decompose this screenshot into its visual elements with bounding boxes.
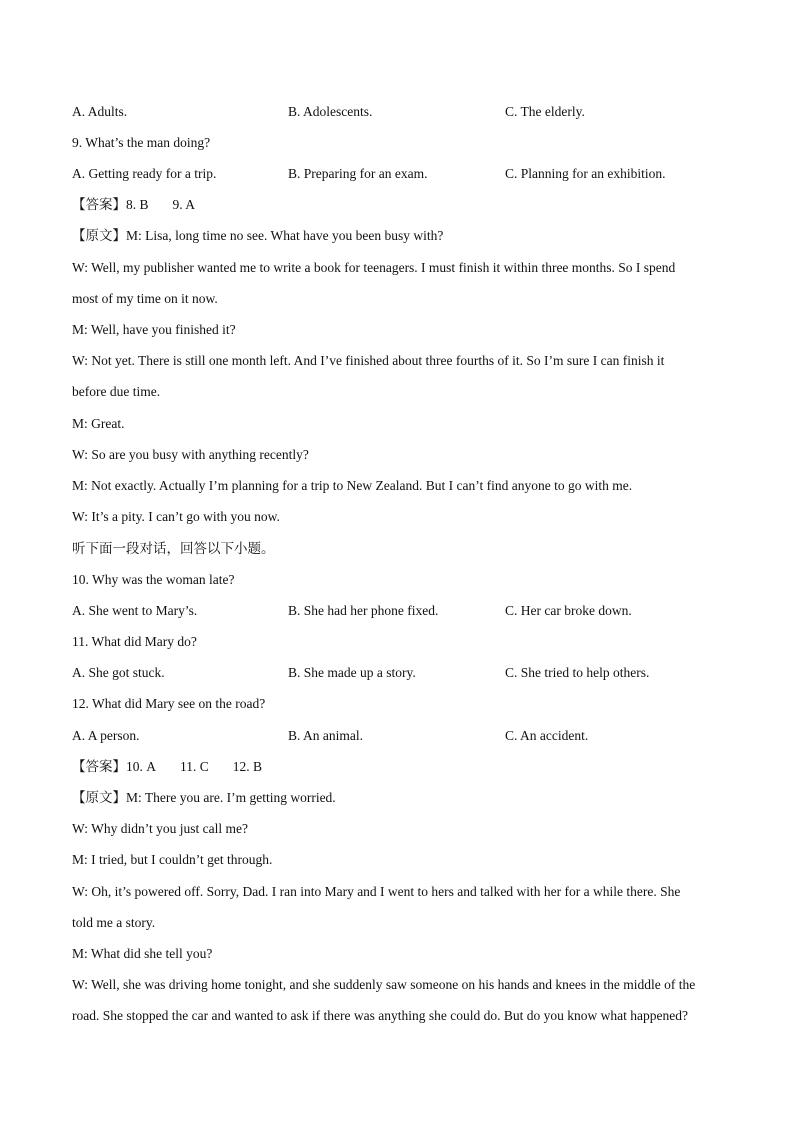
q9-question: 9. What’s the man doing? xyxy=(72,135,211,150)
transcript-1-line-6: M: Great. xyxy=(72,416,125,431)
transcript-1-line-0 xyxy=(72,228,443,244)
section-intro: 听下面一段对话，回答以下小题。 xyxy=(72,541,275,557)
q8-option-c: C. The elderly. xyxy=(505,104,585,119)
q9-options xyxy=(0,166,794,182)
q10-question: 10. Why was the woman late? xyxy=(72,572,235,587)
transcript-tag: 【原文】 xyxy=(72,790,126,806)
q9-option-a: A. Getting ready for a trip. xyxy=(72,166,217,181)
transcript-tag: 【原文】 xyxy=(72,228,126,244)
transcript-1-line-9: W: It’s a pity. I can’t go with you now. xyxy=(72,509,280,524)
transcript-text: M: There you are. I’m getting worried. xyxy=(126,790,336,805)
q9-option-b: B. Preparing for an exam. xyxy=(288,166,428,181)
transcript-text: M: Lisa, long time no see. What have you been busy with? xyxy=(126,228,444,243)
q11-option-a: A. She got stuck. xyxy=(72,665,165,680)
transcript-2-line-2: M: I tried, but I couldn’t get through. xyxy=(72,852,273,867)
q8-option-b: B. Adolescents. xyxy=(288,104,373,119)
transcript-1-line-4: W: Not yet. There is still one month left. And I’ve finished about three fourths of it. So I’m sure I can finish it xyxy=(72,353,665,368)
answer-tag: 【答案】 xyxy=(72,759,126,775)
q11-question: 11. What did Mary do? xyxy=(72,634,197,649)
q11-options xyxy=(0,665,794,681)
transcript-2-line-3: W: Oh, it’s powered off. Sorry, Dad. I ran into Mary and I went to hers and talked with her for a while there. She xyxy=(72,884,681,899)
answer-line-2 xyxy=(72,759,262,775)
q10-options xyxy=(0,603,794,619)
transcript-2-line-7: road. She stopped the car and wanted to ask if there was anything she could do. But do you know what happened? xyxy=(72,1008,688,1023)
answer-tag: 【答案】 xyxy=(72,197,126,213)
q8-option-a: A. Adults. xyxy=(72,104,128,119)
transcript-2-line-1: W: Why didn’t you just call me? xyxy=(72,821,248,836)
q12-question: 12. What did Mary see on the road? xyxy=(72,696,266,711)
transcript-2-line-6: W: Well, she was driving home tonight, and she suddenly saw someone on his hands and knees in the middle of the xyxy=(72,977,696,992)
q10-option-c: C. Her car broke down. xyxy=(505,603,632,618)
answer-8: 8. B xyxy=(126,197,149,212)
transcript-1-line-5: before due time. xyxy=(72,384,161,399)
answer-11: 11. C xyxy=(180,759,209,774)
q12-option-a: A. A person. xyxy=(72,728,140,743)
transcript-1-line-1: W: Well, my publisher wanted me to write a book for teenagers. I must finish it within three months. So I spend xyxy=(72,260,676,275)
answer-10: 10. A xyxy=(126,759,156,774)
q11-option-b: B. She made up a story. xyxy=(288,665,416,680)
q12-option-b: B. An animal. xyxy=(288,728,363,743)
transcript-2-line-0 xyxy=(72,790,336,806)
transcript-2-line-4: told me a story. xyxy=(72,915,156,930)
transcript-1-line-8: M: Not exactly. Actually I’m planning for a trip to New Zealand. But I can’t find anyone to go with me. xyxy=(72,478,633,493)
q9-option-c: C. Planning for an exhibition. xyxy=(505,166,666,181)
answer-9: 9. A xyxy=(172,197,196,212)
transcript-1-line-2: most of my time on it now. xyxy=(72,291,218,306)
q10-option-b: B. She had her phone fixed. xyxy=(288,603,439,618)
answer-line-1 xyxy=(72,197,195,213)
q12-option-c: C. An accident. xyxy=(505,728,589,743)
transcript-2-line-5: M: What did she tell you? xyxy=(72,946,213,961)
transcript-1-line-3: M: Well, have you finished it? xyxy=(72,322,236,337)
q8-options xyxy=(0,104,794,120)
q11-option-c: C. She tried to help others. xyxy=(505,665,650,680)
transcript-1-line-7: W: So are you busy with anything recently? xyxy=(72,447,309,462)
q10-option-a: A. She went to Mary’s. xyxy=(72,603,198,618)
q12-options xyxy=(0,728,794,744)
answer-12: 12. B xyxy=(232,759,263,774)
